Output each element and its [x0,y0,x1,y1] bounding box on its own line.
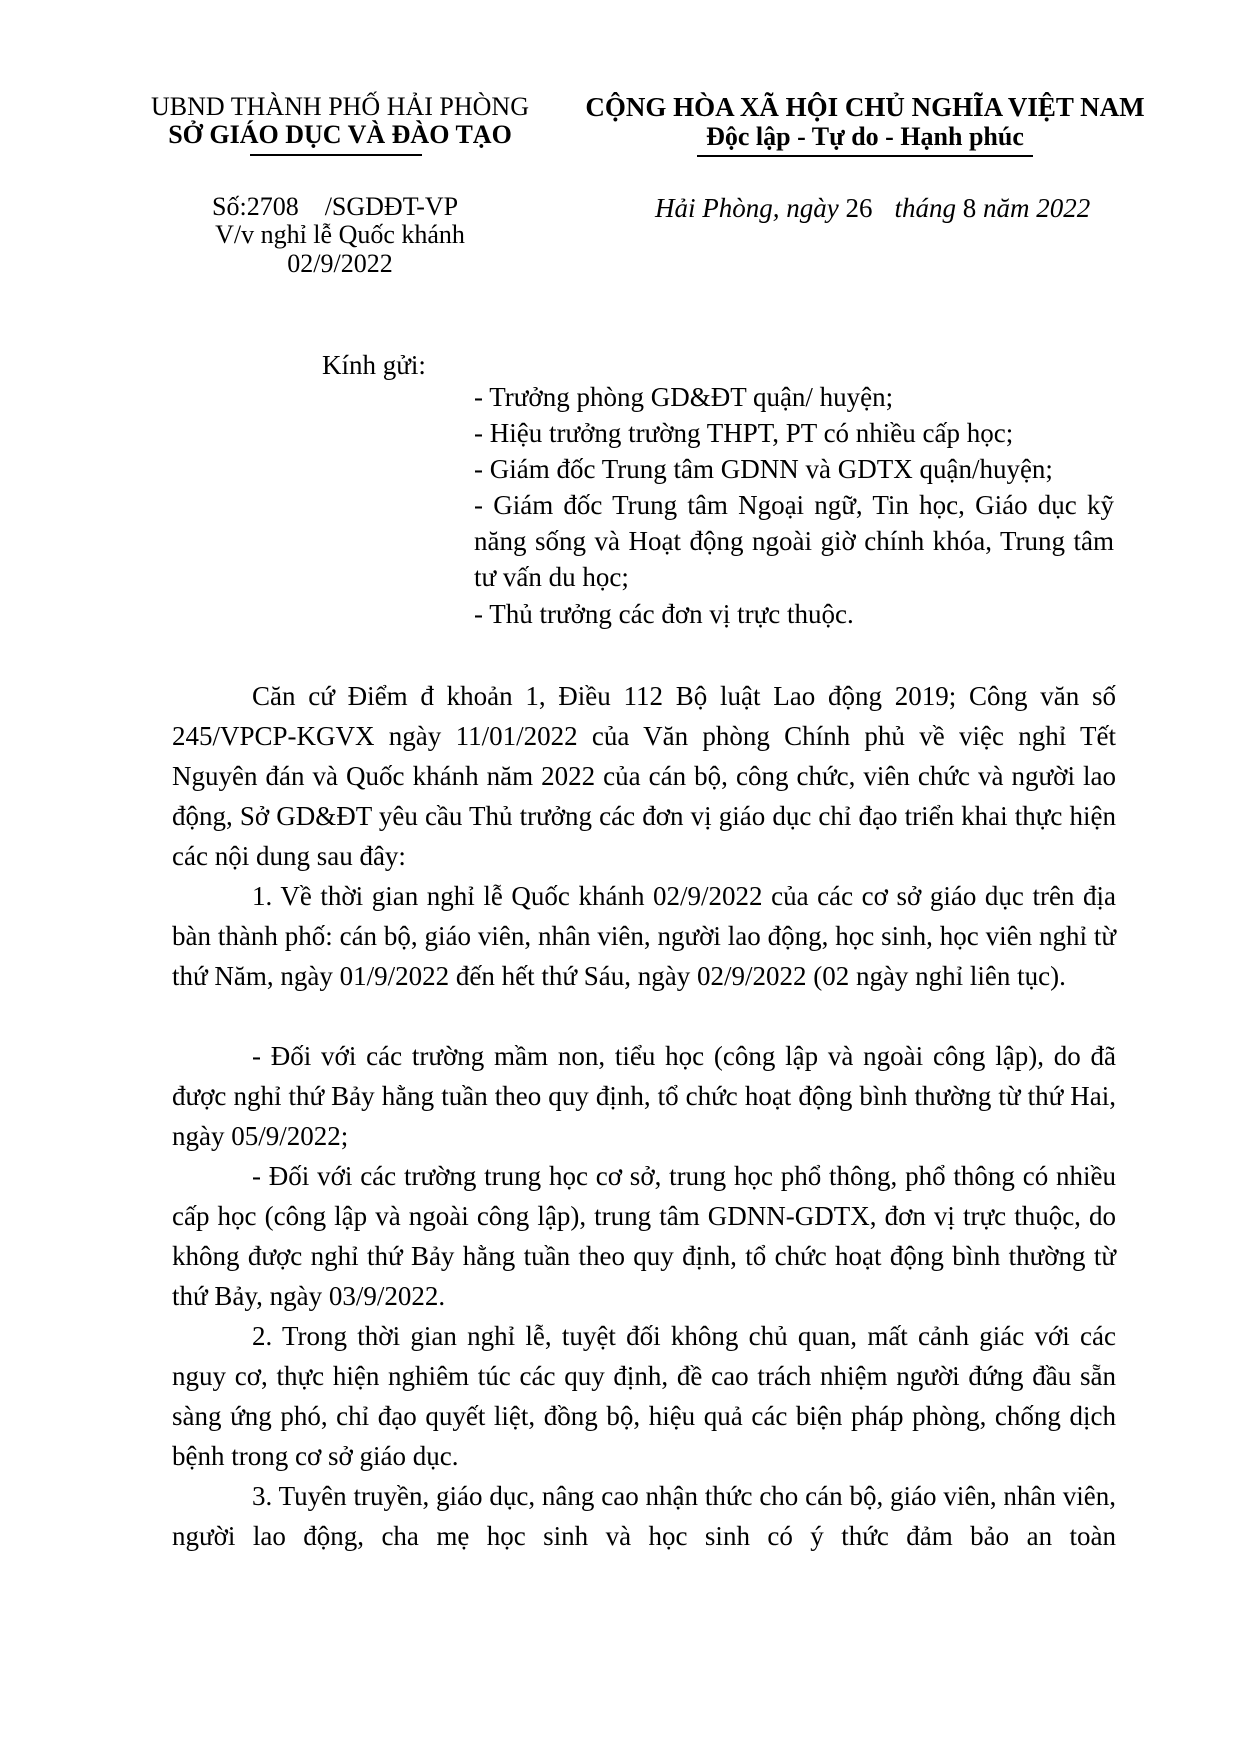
date-month: 8 [962,193,977,223]
nation-motto: Độc lập - Tự do - Hạnh phúc [706,122,1024,151]
date-place-prefix: Hải Phòng, ngày [655,193,839,223]
body-intro: Căn cứ Điểm đ khoản 1, Điều 112 Bộ luật Lao động 2019; Công văn số 245/VPCP-KGVX ngày 11/01/2022 của Văn phòng Chính phủ về việc nghỉ Tết Nguyên đán và Quốc khánh năm 2022 của cán bộ, công chức, viên chức và người lao động, Sở GD&ĐT yêu cầu Thủ trưởng các đơn vị giáo dục chỉ đạo triển khai thực hiện các nội dung sau đây: [172,681,1116,871]
body-item-3: 3. Tuyên truyền, giáo dục, nâng cao nhận thức cho cán bộ, giáo viên, nhân viên, người lao động, cha mẹ học sinh và học sinh có ý thức đảm bảo an toàn [172,1481,1116,1551]
recipient-item: - Thủ trưởng các đơn vị trực thuộc. [474,599,854,629]
doc-number-suffix: /SGDĐT-VP [324,192,459,221]
org-underline [250,154,422,156]
recipient-item: - Giám đốc Trung tâm Ngoại ngữ, Tin học, Giáo dục kỹ năng sống và Hoạt động ngoài giờ chính khóa, Trung tâm tư vấn du học; [474,490,1114,592]
org-name-line1: UBND THÀNH PHỐ HẢI PHÒNG [151,92,529,121]
body-item-1a: - Đối với các trường mầm non, tiểu học (công lập và ngoài công lập), do đã được nghỉ thứ Bảy hằng tuần theo quy định, tổ chức hoạt động bình thường từ thứ Hai, ngày 05/9/2022; [172,1041,1116,1151]
org-name-line2: SỞ GIÁO DỤC VÀ ĐÀO TẠO [168,120,512,149]
recipient-item: - Trưởng phòng GD&ĐT quận/ huyện; [474,382,894,412]
recipient-item: - Hiệu trưởng trường THPT, PT có nhiều cấp học; [474,418,1014,448]
body-item-2: 2. Trong thời gian nghỉ lễ, tuyệt đối không chủ quan, mất cảnh giác với các nguy cơ, thực hiện nghiêm túc các quy định, đề cao trách nhiệm người đứng đầu sẵn sàng ứng phó, chỉ đạo quyết liệt, đồng bộ, hiệu quả các biện pháp phòng, chống dịch bệnh trong cơ sở giáo dục. [172,1321,1116,1471]
doc-number-label: Số: [212,192,247,221]
date-day: 26 [845,193,873,223]
doc-number-value: 2708 [246,192,299,221]
doc-subject-line2: 02/9/2022 [287,249,393,278]
nation-title: CỘNG HÒA XÃ HỘI CHỦ NGHĨA VIỆT NAM [585,92,1145,122]
recipient-item: - Giám đốc Trung tâm GDNN và GDTX quận/huyện; [474,454,1053,484]
body-item-1b: - Đối với các trường trung học cơ sở, trung học phổ thông, phổ thông có nhiều cấp học (công lập và ngoài công lập), trung tâm GDNN-GDTX, đơn vị trực thuộc, do không được nghỉ thứ Bảy hằng tuần theo quy định, tổ chức hoạt động bình thường từ thứ Bảy, ngày 03/9/2022. [172,1161,1116,1311]
recipients-label: Kính gửi: [322,350,426,380]
motto-underline [697,155,1033,157]
doc-subject-line1: V/v nghỉ lễ Quốc khánh [215,220,465,249]
date-month-label: tháng [894,193,956,223]
date-year: năm 2022 [983,193,1091,223]
body-item-1: 1. Về thời gian nghỉ lễ Quốc khánh 02/9/2022 của các cơ sở giáo dục trên địa bàn thành phố: cán bộ, giáo viên, nhân viên, người lao động, học sinh, học viên nghỉ từ thứ Năm, ngày 01/9/2022 đến hết thứ Sáu, ngày 02/9/2022 (02 ngày nghỉ liên tục). [172,881,1116,991]
date-line [655,191,1090,225]
